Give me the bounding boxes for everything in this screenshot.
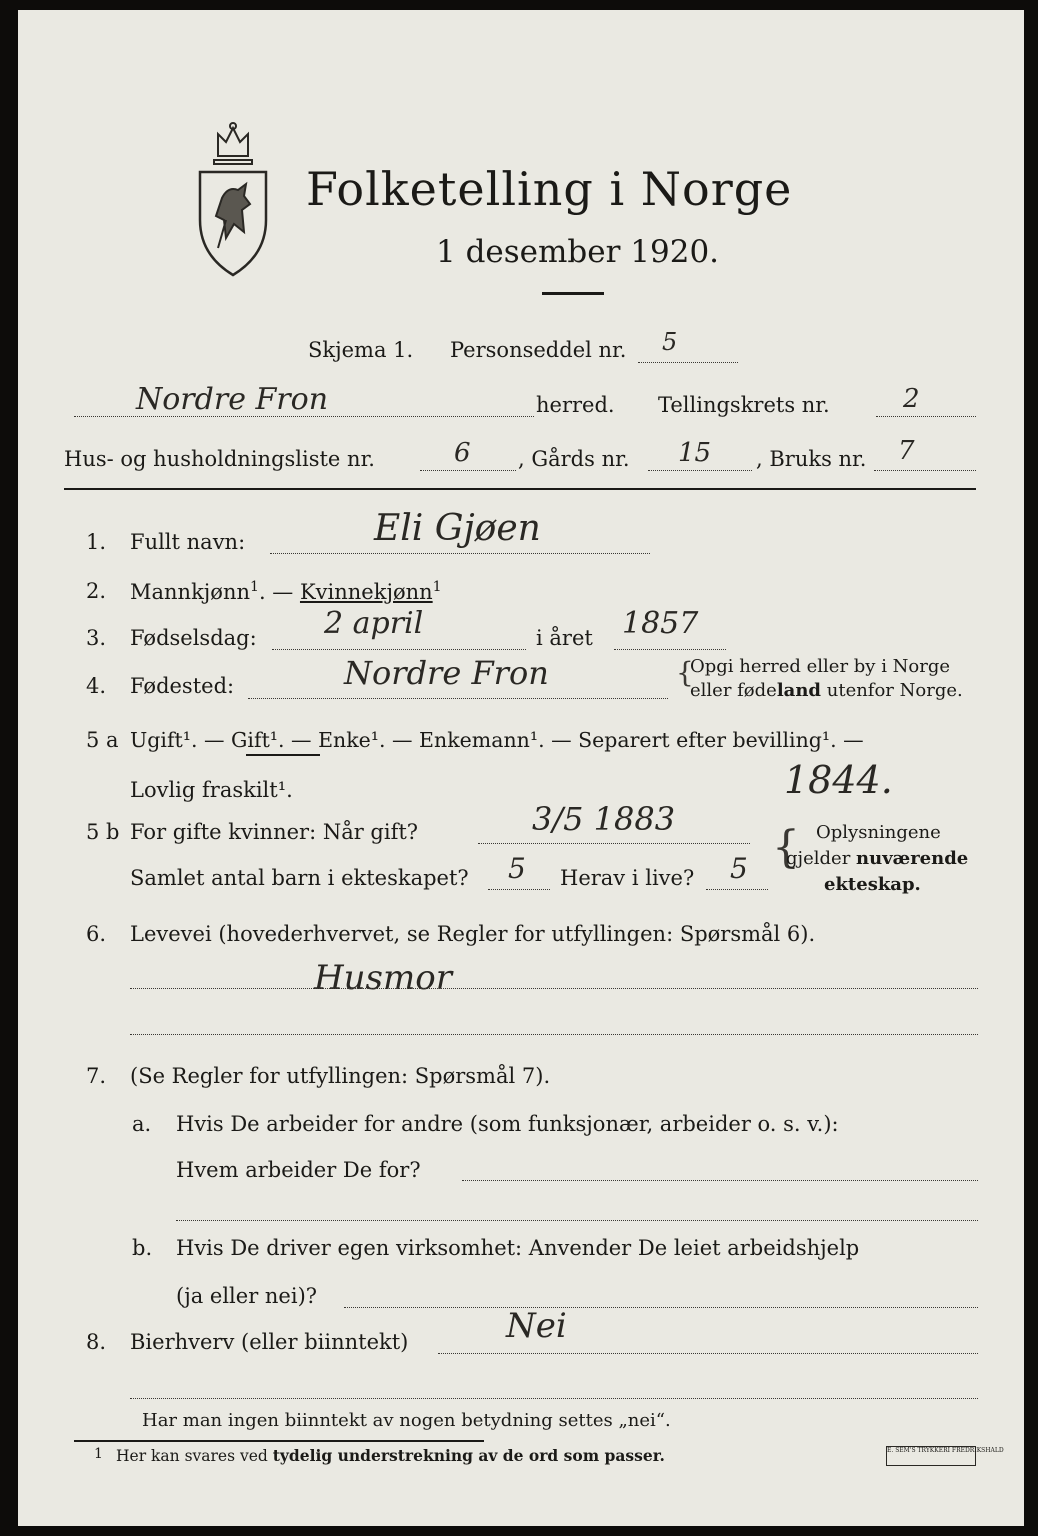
- census-date: 1 desember 1920.: [436, 234, 720, 270]
- q7b-letter: b.: [132, 1236, 153, 1260]
- q7b-text2: (ja eller nei)?: [176, 1284, 318, 1308]
- marriage-date-value: 3/5 1883: [532, 800, 676, 838]
- children-total-value: 5: [508, 852, 526, 885]
- occupation-value: Husmor: [314, 958, 452, 998]
- q5b-number: 5 b: [86, 820, 120, 844]
- personseddel-label: Personseddel nr.: [450, 338, 627, 362]
- q6-label: Levevei (hovederhvervet, se Regler for utfyllingen: Spørsmål 6).: [130, 922, 816, 946]
- norway-coat-of-arms-icon: [188, 120, 278, 280]
- bruks-label: , Bruks nr.: [756, 447, 867, 471]
- q5b-note-1: Oplysningene: [816, 822, 941, 843]
- q2-number: 2.: [86, 579, 107, 603]
- husholdningsliste-label: Hus- og husholdningsliste nr.: [64, 447, 375, 471]
- birth-year-value: 1857: [622, 606, 699, 641]
- q4-label: Fødested:: [130, 674, 235, 698]
- q5a-marital-status: Ugift¹. — Gift¹. — Enke¹. — Enkemann¹. — Separert efter bevilling¹. —: [130, 728, 864, 752]
- q7-number: 7.: [86, 1064, 107, 1088]
- footnote-rule: [74, 1440, 484, 1442]
- q1-number: 1.: [86, 530, 107, 554]
- q5b-label3: Herav i live?: [560, 866, 695, 890]
- gift-underline: [246, 754, 320, 756]
- q3-number: 3.: [86, 626, 107, 650]
- q5b-label: For gifte kvinner: Når gift?: [130, 820, 419, 844]
- birthplace-value: Nordre Fron: [344, 654, 549, 692]
- margin-note-1844: 1844.: [784, 758, 893, 802]
- secondary-income-value: Nei: [506, 1306, 567, 1346]
- footer-note: Har man ingen biinntekt av nogen betydning settes „nei“.: [142, 1410, 671, 1431]
- q7a-text2: Hvem arbeider De for?: [176, 1158, 421, 1182]
- q3-label: Fødselsdag:: [130, 626, 257, 650]
- gards-label: , Gårds nr.: [518, 447, 630, 471]
- tellingskrets-value: 2: [903, 384, 920, 414]
- personseddel-value: 5: [662, 328, 678, 356]
- q5b-label2: Samlet antal barn i ekteskapet?: [130, 866, 469, 890]
- herred-label: herred.: [536, 393, 615, 417]
- year-label: i året: [536, 626, 593, 650]
- title-divider: [542, 292, 604, 295]
- q6-number: 6.: [86, 922, 107, 946]
- q5a-line2: Lovlig fraskilt¹.: [130, 778, 293, 802]
- footnote-text: Her kan svares ved tydelig understrekning av de ord som passer.: [116, 1446, 665, 1465]
- q8-label: Bierhverv (eller biinntekt): [130, 1330, 409, 1354]
- kvinnekjonn-underlined: Kvinnekjønn: [299, 580, 433, 604]
- herred-value: Nordre Fron: [136, 382, 329, 417]
- q4-number: 4.: [86, 674, 107, 698]
- q7a-text: Hvis De arbeider for andre (som funksjonær, arbeider o. s. v.):: [176, 1112, 839, 1136]
- q1-label: Fullt navn:: [130, 530, 246, 554]
- q7a-letter: a.: [132, 1112, 152, 1136]
- form-title: Folketelling i Norge: [306, 162, 793, 216]
- q7b-text: Hvis De driver egen virksomhet: Anvender De leiet arbeidshjelp: [176, 1236, 860, 1260]
- husholdningsliste-value: 6: [454, 438, 471, 468]
- printer-stamp: E. SEM'S TRYKKERI FREDRIKSHALD: [886, 1446, 976, 1466]
- q5b-note-2: gjelder nuværende: [786, 848, 969, 869]
- q7-label: (Se Regler for utfyllingen: Spørsmål 7).: [130, 1064, 551, 1088]
- birthday-value: 2 april: [324, 606, 424, 641]
- children-alive-value: 5: [730, 852, 748, 885]
- q5b-note-3: ekteskap.: [824, 874, 921, 895]
- tellingskrets-label: Tellingskrets nr.: [658, 393, 830, 417]
- q5a-number: 5 a: [86, 728, 119, 752]
- section-rule: [64, 488, 976, 490]
- census-form-sheet: Folketelling i Norge 1 desember 1920. Skjema 1. Personseddel nr. 5 Nordre Fron herred. Tellingskrets nr. 2 Hus- og husholdningsliste nr. 6 , Gårds nr. 15 , Bruks nr. 7 1. Fullt navn: Eli Gjøen 2. Mannkjønn$^1$. — Kvinnekjønn$^1$ 3. Fødselsdag: 2 april i året 1857 4. Fødested: Nordre Fron { Opgi herred eller by i Norge eller fødeland utenfor Norge. 5 a Ugift¹. — Gift¹. — Enke¹. — Enkemann¹. — Separert efter bevilling¹. — Lovlig fraskilt¹. 1844. 5 b For gifte kvinner: Når gift? 3/5 1883 Samlet antal barn i ekteskapet? 5 Herav i live? 5 { Oplysningene gjelder nuværende ekteskap. 6. Levevei (hovederhvervet, se Regler for utfyllingen: Spørsmål 6). Husmor 7. (Se Regler for utfyllingen: Spørsmål 7). a. Hvis De arbeider for andre (som funksjonær, arbeider o. s. v.): Hvem arbeider De for? b. Hvis De driver egen virksomhet: Anvender De leiet arbeidshjelp (ja eller nei)? 8. Bierhverv (eller biinntekt) Nei Har man ingen biinntekt av nogen betydning settes „nei“. 1 Her kan svares ved tydelig understrekning av de ord som passer. E. SEM'S TRYKKERI FREDRIKSHALD: [18, 10, 1024, 1526]
- q8-number: 8.: [86, 1330, 107, 1354]
- skjema-label: Skjema 1.: [308, 338, 414, 362]
- q2-gender: Mannkjønn$^1$. — Kvinnekjønn$^1$: [130, 579, 442, 604]
- birthplace-note-1: Opgi herred eller by i Norge: [690, 656, 951, 677]
- bruks-value: 7: [898, 436, 915, 466]
- gards-value: 15: [678, 438, 712, 468]
- birthplace-note-2: eller fødeland utenfor Norge.: [690, 680, 963, 701]
- footnote-number: 1: [94, 1446, 103, 1462]
- full-name-value: Eli Gjøen: [374, 508, 541, 549]
